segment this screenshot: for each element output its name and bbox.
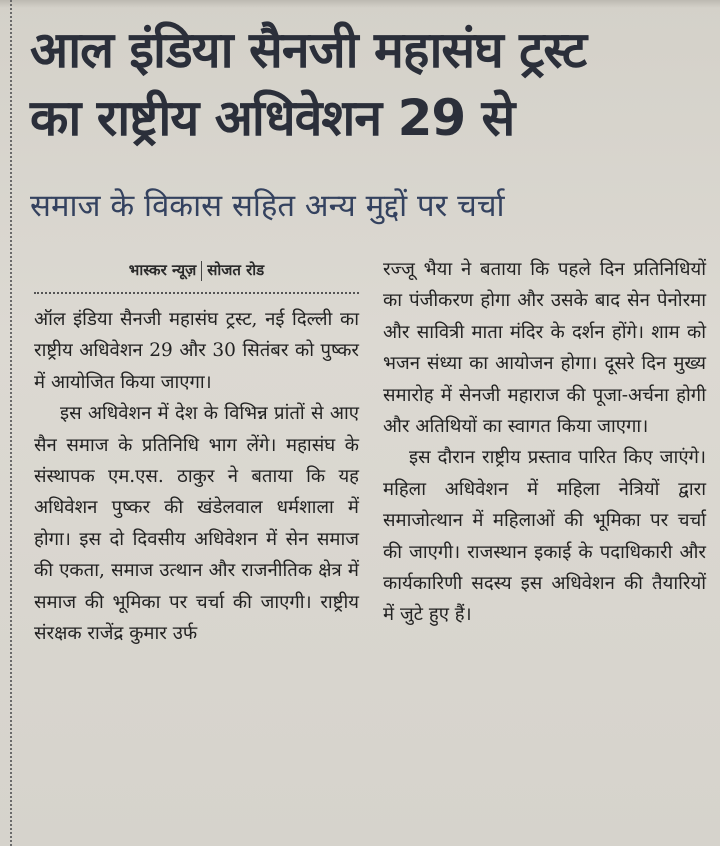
body-paragraph: रज्जू भैया ने बताया कि पहले दिन प्रतिनिधियों का पंजीकरण होगा और उसके बाद सेन पेनोरमा और सावित्री माता मंदिर के दर्शन होंगे। शाम को भजन संध्या का आयोजन होगा। दूसरे दिन मुख्य समारोह में सेनजी महाराज की पूजा-अर्चना होगी और अतिथियों का स्वागत किया जाएगा। bbox=[383, 259, 706, 438]
headline bbox=[30, 16, 710, 152]
headline-line-1: आल इंडिया सैनजी महासंघ ट्रस्ट bbox=[30, 21, 587, 79]
byline-credit bbox=[34, 254, 359, 286]
article-column-left bbox=[34, 254, 359, 649]
credit-source: भास्कर न्यूज़ bbox=[128, 261, 197, 279]
subheadline: समाज के विकास सहित अन्य मुद्दों पर चर्चा bbox=[30, 188, 505, 224]
article-column-right bbox=[383, 254, 706, 631]
body-paragraph: इस अधिवेशन में देश के विभिन्न प्रांतों से आए सैन समाज के प्रतिनिधि भाग लेंगे। महासंघ के संस्थापक एम.एस. ठाकुर ने बताया कि यह अधिवेशन पुष्कर की खंडेलवाल धर्मशाला में होगा। इस दो दिवसीय अधिवेशन में सेन समाज की एकता, समाज उत्थान और राजनीतिक क्षेत्र में समाज की भूमिका पर चर्चा की जाएगी। राष्ट्रीय संरक्षक राजेंद्र कुमार उर्फ bbox=[34, 403, 359, 645]
body-paragraph: ऑल इंडिया सैनजी महासंघ ट्रस्ट, नई दिल्ली का राष्ट्रीय अधिवेशन 29 और 30 सितंबर को पुष्कर में आयोजित किया जाएगा। bbox=[34, 309, 359, 393]
byline-dotted-rule bbox=[34, 292, 359, 294]
body-paragraph: इस दौरान राष्ट्रीय प्रस्ताव पारित किए जाएंगे। महिला अधिवेशन में महिला नेत्रियों द्वारा समाजोत्थान में महिलाओं की भूमिका पर चर्चा की जाएगी। राजस्थान इकाई के पदाधिकारी और कार्यकारिणी सदस्य इस अधिवेशन की तैयारियों में जुटे हुए हैं। bbox=[383, 447, 706, 626]
credit-separator bbox=[201, 261, 202, 281]
credit-location: सोजत रोड bbox=[207, 261, 265, 279]
clipping-top-edge bbox=[0, 0, 720, 8]
column-dotted-rule bbox=[10, 0, 12, 846]
headline-line-2: का राष्ट्रीय अधिवेशन 29 से bbox=[30, 89, 515, 147]
